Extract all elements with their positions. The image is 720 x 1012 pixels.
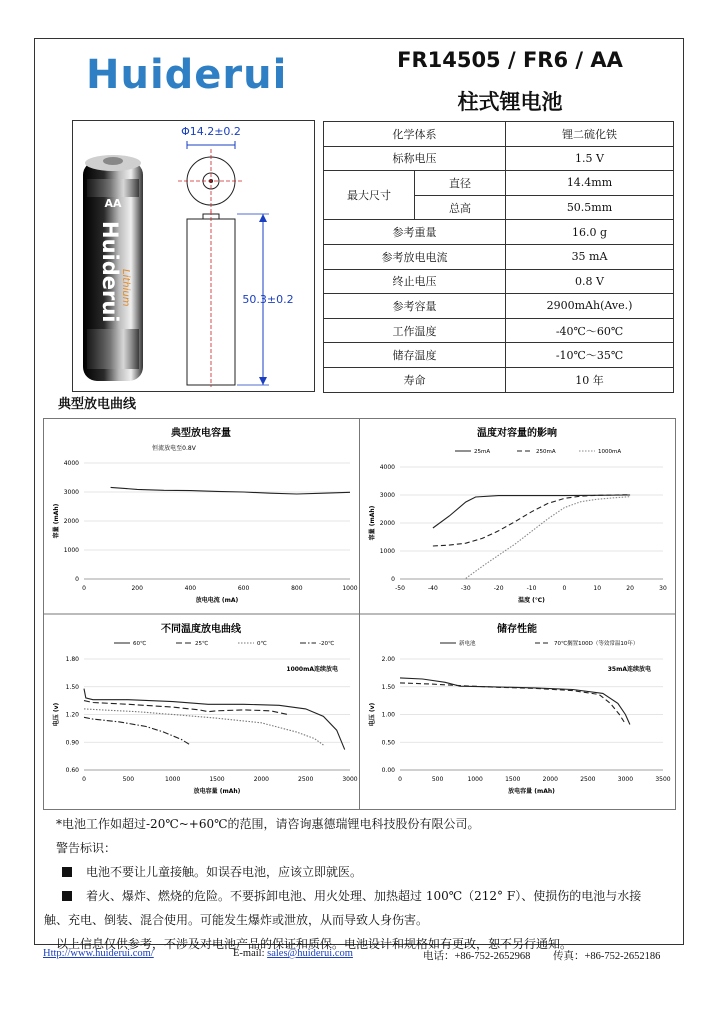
spec-label: 储存温度 [324, 343, 506, 368]
chart-annotation: 35mA连续放电 [607, 666, 651, 673]
y-tick-label: 3000 [63, 489, 79, 496]
x-tick-label: 600 [237, 585, 250, 592]
y-axis-label: 容量 (mAh) [369, 505, 376, 541]
range-note: *电池工作如超过-20℃~+60℃的范围，请咨询惠德瑞锂电科技股份有限公司。 [56, 817, 480, 831]
notes-section [44, 812, 676, 956]
x-tick-label: 1000 [342, 585, 358, 592]
series-line [466, 497, 630, 579]
spec-row [324, 146, 674, 171]
top-view-drawing [178, 125, 244, 213]
x-tick-label: 0 [562, 585, 567, 592]
side-view-drawing [187, 211, 294, 387]
y-tick-label: 2000 [379, 520, 395, 527]
spec-value: -10℃～35℃ [506, 343, 674, 368]
x-tick-label: -30 [460, 585, 471, 592]
email-link[interactable]: sales@huiderui.com [267, 948, 353, 959]
warning-2b: 触、充电、倒装、混合使用。可能发生爆炸或泄放，从而导致人身伤害。 [44, 913, 429, 927]
legend-label: 60℃ [133, 641, 147, 647]
series-line [111, 487, 350, 494]
y-tick-label: 1000 [379, 548, 395, 555]
battery-drawing-box [72, 120, 315, 392]
x-tick-label: 800 [291, 585, 303, 592]
spec-label: 工作温度 [324, 318, 506, 343]
spec-table [323, 121, 674, 393]
x-tick-label: -40 [427, 585, 438, 592]
x-tick-label: 0 [398, 776, 402, 783]
spec-sublabel: 总高 [415, 195, 506, 220]
y-axis-label: 电压 (v) [53, 702, 60, 727]
battery-size-label: AA [104, 197, 122, 210]
x-tick-label: 2500 [298, 776, 314, 783]
product-name: 柱式锂电池 [457, 90, 563, 114]
chart-title: 典型放电容量 [171, 428, 231, 439]
battery-brand-label: Huiderui [98, 221, 122, 323]
series-line [433, 495, 630, 546]
x-tick-label: 1500 [505, 776, 521, 783]
y-tick-label: 4000 [379, 464, 395, 471]
y-tick-label: 0.90 [65, 739, 79, 747]
x-tick-label: 200 [131, 585, 143, 592]
x-tick-label: 3500 [655, 776, 671, 783]
battery-drawing [73, 121, 314, 391]
warning-bullet-icon [62, 867, 72, 877]
x-tick-label: 2000 [542, 776, 558, 783]
y-tick-label: 4000 [63, 460, 79, 467]
y-axis-label: 电压 (v) [369, 702, 376, 727]
spec-value: 14.4mm [506, 171, 674, 196]
warning-1: 电池不要让儿童接触。如误吞电池，应该立即就医。 [86, 865, 363, 879]
series-line [84, 717, 190, 745]
warning-2a: 着火、爆炸、燃烧的危险。不要拆卸电池、用火处理、加热超过 100℃（212° F）、使损伤的电池与水接 [86, 889, 642, 903]
y-tick-label: 2.00 [381, 656, 395, 663]
y-tick-label: 1000 [63, 547, 79, 554]
series-line [400, 678, 630, 725]
x-tick-label: 1000 [467, 776, 483, 783]
spec-value: 1.5 V [506, 146, 674, 171]
series-line [400, 683, 625, 724]
spec-label: 化学体系 [324, 122, 506, 147]
spec-label: 终止电压 [324, 269, 506, 294]
spec-label: 参考容量 [324, 294, 506, 319]
y-tick-label: 2000 [63, 518, 79, 525]
legend-label: 0℃ [257, 641, 267, 647]
y-tick-label: 1.80 [65, 656, 79, 663]
spec-row [324, 367, 674, 392]
x-tick-label: 400 [184, 585, 197, 592]
spec-row [324, 318, 674, 343]
spec-row [324, 294, 674, 319]
x-axis-label: 放电电流 (mA) [195, 597, 239, 604]
warning-title: 警告标识： [56, 841, 117, 855]
x-tick-label: 500 [122, 776, 135, 783]
x-axis-label: 放电容量 (mAh) [193, 788, 241, 795]
spec-value: 0.8 V [506, 269, 674, 294]
chart-title: 储存性能 [497, 624, 537, 635]
x-tick-label: 3000 [342, 776, 358, 783]
spec-value: 50.5mm [506, 195, 674, 220]
y-tick-label: 3000 [379, 492, 395, 499]
y-tick-label: 0.00 [381, 767, 395, 774]
spec-value: -40℃～60℃ [506, 318, 674, 343]
spec-label: 参考放电电流 [324, 244, 506, 269]
y-tick-label: 1.50 [381, 683, 395, 691]
x-tick-label: 2000 [253, 776, 269, 783]
y-tick-label: 1.50 [65, 683, 79, 691]
legend-label: -20℃ [319, 641, 335, 647]
y-tick-label: 0 [75, 576, 79, 583]
spec-row [324, 269, 674, 294]
x-tick-label: 0 [82, 776, 86, 783]
spec-value: 10 年 [506, 367, 674, 392]
legend-label: 250mA [536, 449, 556, 455]
x-tick-label: 1500 [209, 776, 225, 783]
x-tick-label: -20 [493, 585, 504, 592]
spec-value: 16.0 g [506, 220, 674, 245]
x-tick-label: 20 [626, 585, 634, 592]
legend-label: 25mA [474, 449, 491, 455]
x-axis-label: 放电容量 (mAh) [508, 788, 555, 795]
diameter-label: Φ14.2±0.2 [181, 125, 241, 138]
y-tick-label: 1.00 [381, 711, 395, 719]
spec-row [324, 343, 674, 368]
email-label: E-mail: [233, 948, 268, 959]
spec-row [324, 122, 674, 147]
y-tick-label: 1.20 [65, 711, 79, 719]
series-line [84, 689, 345, 750]
spec-label: 寿命 [324, 367, 506, 392]
chart-annotation: 1000mA连续放电 [286, 666, 338, 673]
y-tick-label: 0.60 [65, 767, 79, 774]
email-block [233, 948, 353, 959]
charts-grid [43, 418, 676, 810]
warning-bullet-icon [62, 891, 72, 901]
x-tick-label: 0 [82, 585, 86, 592]
legend-label: 25℃ [195, 641, 209, 647]
x-tick-label: 3000 [617, 776, 634, 783]
phone: 电话：+86-752-2652968 [423, 951, 531, 962]
spec-row [324, 244, 674, 269]
spec-label: 参考重量 [324, 220, 506, 245]
y-axis-label: 容量 (mAh) [53, 503, 60, 539]
x-tick-label: -50 [395, 585, 405, 592]
x-tick-label: 10 [593, 585, 602, 592]
brand-logo: Huiderui [86, 52, 288, 98]
spec-value: 35 mA [506, 244, 674, 269]
model-title: FR14505 / FR6 / AA [397, 48, 623, 72]
chart-title: 温度对容量的影响 [477, 428, 557, 439]
x-tick-label: 500 [431, 776, 444, 783]
spec-label: 最大尺寸 [324, 171, 415, 220]
spec-row [324, 171, 674, 196]
chart-subtitle: 恒流放电至0.8V [152, 445, 196, 452]
legend-label: 新电池 [459, 641, 476, 647]
charts-svg [44, 419, 675, 809]
x-axis-label: 温度 (℃) [518, 597, 545, 604]
x-tick-label: 2500 [580, 776, 596, 783]
y-tick-label: 0 [391, 576, 395, 583]
x-tick-label: 30 [659, 585, 667, 592]
curves-section-title: 典型放电曲线 [58, 397, 137, 412]
spec-value: 锂二硫化铁 [506, 122, 674, 147]
y-tick-label: 0.50 [381, 739, 395, 747]
legend-label: 70℃搁置100D（等效常温10年） [554, 641, 639, 647]
battery-sub-label: Lithium [120, 269, 131, 307]
website-link[interactable]: Http://www.huiderui.com/ [43, 948, 154, 959]
spec-label: 标称电压 [324, 146, 506, 171]
x-tick-label: 1000 [165, 776, 181, 783]
fax: 传真：+86-752-2652186 [553, 951, 661, 962]
battery-photo [83, 155, 143, 381]
spec-row [324, 220, 674, 245]
spec-value: 2900mAh(Ave.) [506, 294, 674, 319]
chart-title: 不同温度放电曲线 [161, 624, 241, 635]
disclaimer: 以上信息仅供参考，不涉及对电池产品的保证和质保。电池设计和规格如有更改，恕不另行通知。 [56, 937, 573, 951]
x-tick-label: -10 [526, 585, 537, 592]
legend-label: 1000mA [598, 449, 622, 455]
spec-sublabel: 直径 [415, 171, 506, 196]
height-label: 50.3±0.2 [242, 293, 294, 306]
